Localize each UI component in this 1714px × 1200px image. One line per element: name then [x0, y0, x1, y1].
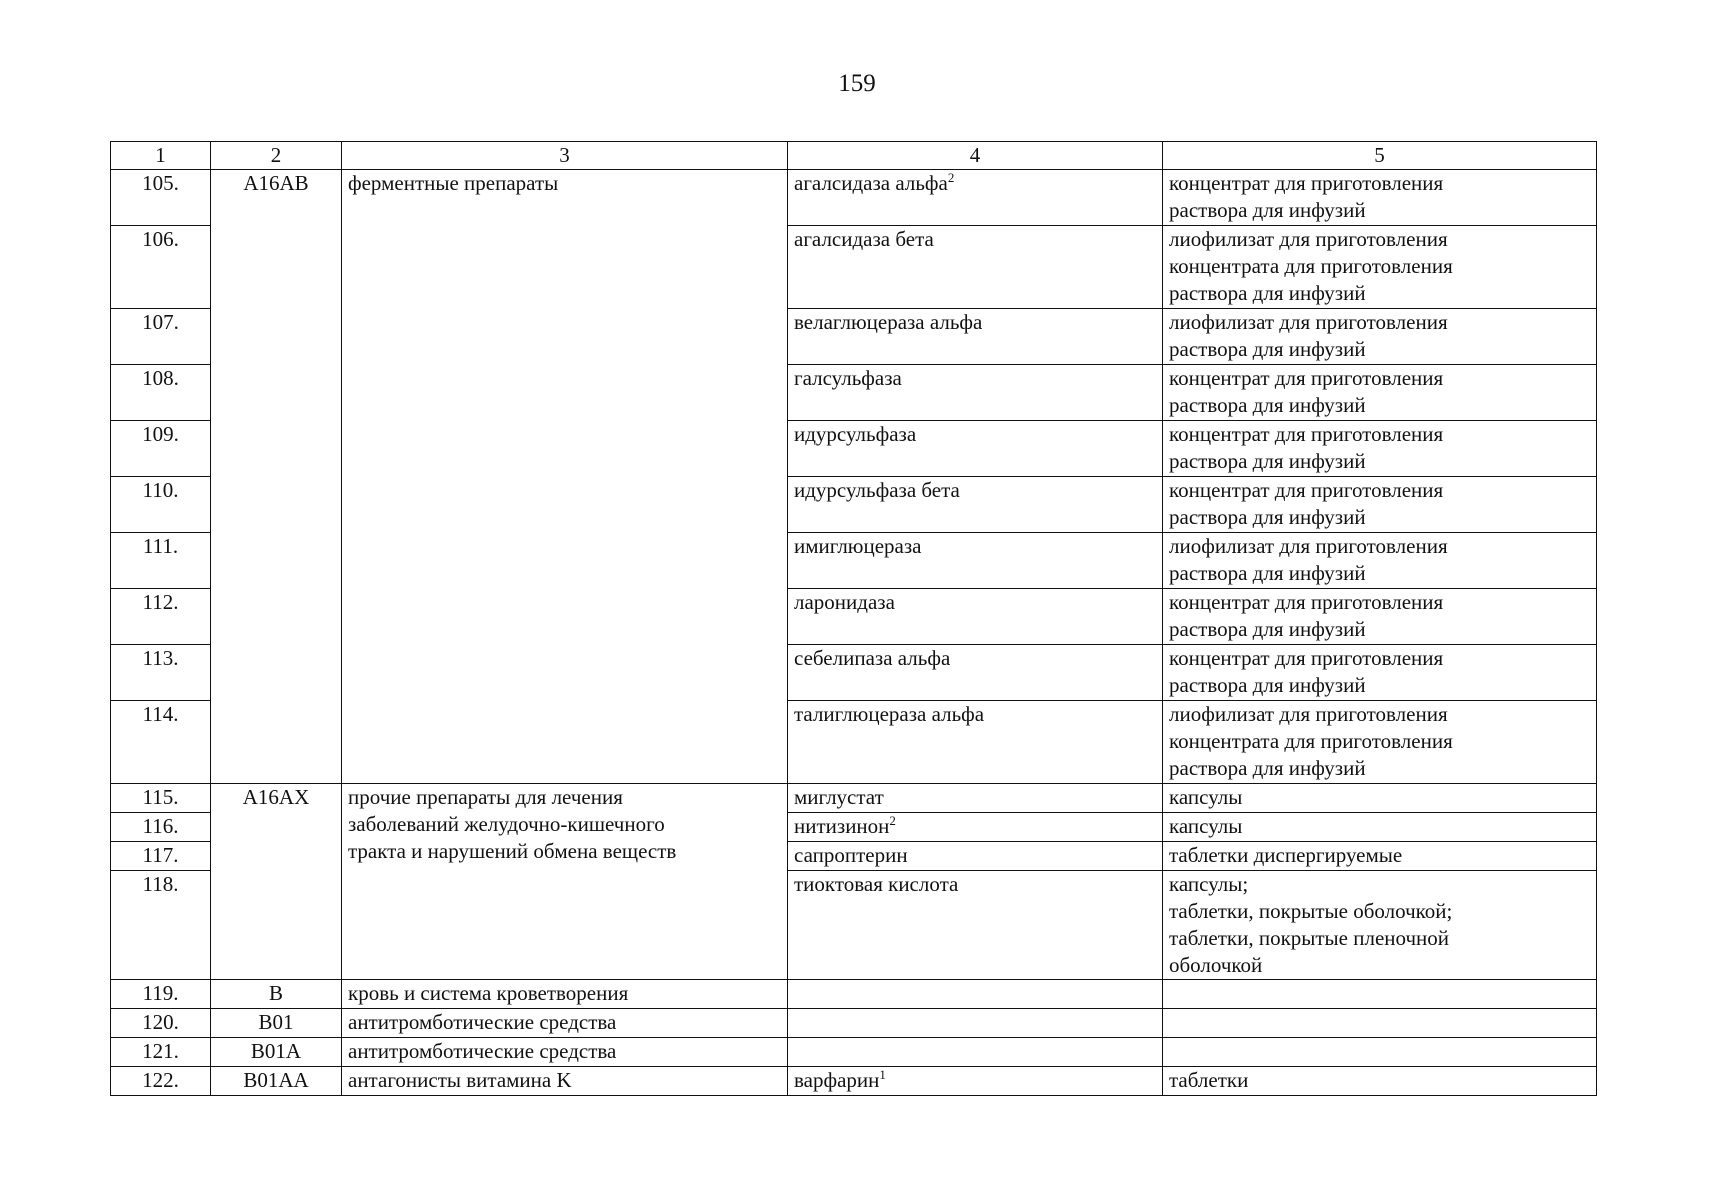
drug-name-text: варфарин [794, 1068, 880, 1092]
drug-name: идурсульфаза бета [788, 477, 1163, 533]
dosage-form-line: раствора для инфузий [1169, 505, 1366, 529]
atc-code: A16AB [211, 170, 342, 784]
row-number: 115. [111, 784, 211, 813]
footnote-mark: 1 [879, 1067, 886, 1082]
footnote-mark: 2 [947, 170, 955, 185]
dosage-form [1163, 421, 1597, 477]
group-name: кровь и система кроветворения [342, 980, 788, 1009]
dosage-form [1163, 701, 1597, 784]
dosage-form-line: раствора для инфузий [1169, 756, 1366, 780]
drug-name: миглустат [788, 784, 1163, 813]
drug-name: себелипаза альфа [788, 645, 1163, 701]
drug-name [788, 1038, 1163, 1067]
drug-name: агалсидаза бета [788, 226, 1163, 309]
row-number: 105. [111, 170, 211, 226]
dosage-form-line: раствора для инфузий [1169, 337, 1366, 361]
dosage-form-line: раствора для инфузий [1169, 393, 1366, 417]
group-name: антитромботические средства [342, 1009, 788, 1038]
dosage-form-line: раствора для инфузий [1169, 617, 1366, 641]
dosage-form [1163, 980, 1597, 1009]
group-name-line: заболеваний желудочно-кишечного [348, 812, 665, 836]
dosage-form-line: концентрата для приготовления [1169, 254, 1453, 278]
row-number: 114. [111, 701, 211, 784]
drug-name: сапроптерин [788, 842, 1163, 871]
row-number: 120. [111, 1009, 211, 1038]
group-name: ферментные препараты [342, 170, 788, 784]
drug-name: велаглюцераза альфа [788, 309, 1163, 365]
dosage-form-line: оболочкой [1169, 953, 1263, 977]
dosage-form [1163, 365, 1597, 421]
drug-name: имиглюцераза [788, 533, 1163, 589]
dosage-form-line: концентрат для приготовления [1169, 366, 1444, 390]
dosage-form-line: концентрат для приготовления [1169, 478, 1444, 502]
group-name [342, 784, 788, 980]
table-row [111, 1067, 1597, 1096]
atc-code: B [211, 980, 342, 1009]
drug-name: талиглюцераза альфа [788, 701, 1163, 784]
drug-name [788, 813, 1163, 842]
row-number: 117. [111, 842, 211, 871]
table-row [111, 170, 1597, 226]
dosage-form [1163, 871, 1597, 980]
group-name-line: тракта и нарушений обмена веществ [348, 839, 677, 863]
dosage-form-line: раствора для инфузий [1169, 561, 1366, 585]
dosage-form: таблетки [1163, 1067, 1597, 1096]
dosage-form-line: лиофилизат для приготовления [1169, 227, 1448, 251]
dosage-form-line: концентрат для приготовления [1169, 590, 1444, 614]
atc-code: B01 [211, 1009, 342, 1038]
drug-name: идурсульфаза [788, 421, 1163, 477]
dosage-form: таблетки диспергируемые [1163, 842, 1597, 871]
dosage-form [1163, 170, 1597, 226]
page-number: 159 [838, 70, 876, 97]
dosage-form-line: концентрат для приготовления [1169, 646, 1444, 670]
group-name-line: прочие препараты для лечения [348, 785, 623, 809]
medicines-table [110, 141, 1597, 1096]
drug-name: тиоктовая кислота [788, 871, 1163, 980]
table-row [111, 980, 1597, 1009]
drug-name [788, 1009, 1163, 1038]
dosage-form [1163, 477, 1597, 533]
row-number: 116. [111, 813, 211, 842]
dosage-form-line: таблетки, покрытые пленочной [1169, 926, 1450, 950]
dosage-form: капсулы [1163, 813, 1597, 842]
row-number: 106. [111, 226, 211, 309]
row-number: 108. [111, 365, 211, 421]
dosage-form: капсулы [1163, 784, 1597, 813]
group-name: антагонисты витамина K [342, 1067, 788, 1096]
atc-code: B01AA [211, 1067, 342, 1096]
column-header-row [111, 142, 1597, 170]
dosage-form-line: лиофилизат для приготовления [1169, 534, 1448, 558]
column-header: 4 [788, 142, 1163, 170]
dosage-form-line: лиофилизат для приготовления [1169, 702, 1448, 726]
row-number: 122. [111, 1067, 211, 1096]
row-number: 112. [111, 589, 211, 645]
dosage-form-line: концентрата для приготовления [1169, 729, 1453, 753]
dosage-form [1163, 533, 1597, 589]
dosage-form [1163, 309, 1597, 365]
row-number: 118. [111, 871, 211, 980]
drug-name: галсульфаза [788, 365, 1163, 421]
column-header: 2 [211, 142, 342, 170]
dosage-form-line: лиофилизат для приготовления [1169, 310, 1448, 334]
dosage-form [1163, 1009, 1597, 1038]
row-number: 119. [111, 980, 211, 1009]
atc-code: B01A [211, 1038, 342, 1067]
dosage-form [1163, 226, 1597, 309]
column-header: 3 [342, 142, 788, 170]
table-row [111, 1038, 1597, 1067]
dosage-form [1163, 1038, 1597, 1067]
dosage-form [1163, 645, 1597, 701]
column-header: 1 [111, 142, 211, 170]
row-number: 109. [111, 421, 211, 477]
drug-name [788, 980, 1163, 1009]
dosage-form-line: концентрат для приготовления [1169, 422, 1444, 446]
drug-name-text: нитизинон [794, 814, 890, 838]
table-row [111, 784, 1597, 813]
group-name: антитромботические средства [342, 1038, 788, 1067]
row-number: 111. [111, 533, 211, 589]
drug-name [788, 1067, 1163, 1096]
atc-code: A16AX [211, 784, 342, 980]
table-row [111, 1009, 1597, 1038]
row-number: 113. [111, 645, 211, 701]
dosage-form [1163, 589, 1597, 645]
footnote-mark: 2 [889, 813, 896, 828]
drug-name-text: агалсидаза альфа [794, 171, 948, 195]
dosage-form-line: раствора для инфузий [1169, 281, 1366, 305]
dosage-form-line: раствора для инфузий [1169, 198, 1366, 222]
dosage-form-line: раствора для инфузий [1169, 673, 1366, 697]
dosage-form-line: раствора для инфузий [1169, 449, 1366, 473]
dosage-form-line: таблетки, покрытые оболочкой; [1169, 899, 1453, 923]
dosage-form-line: концентрат для приготовления [1169, 171, 1444, 195]
drug-name: ларонидаза [788, 589, 1163, 645]
drug-name [788, 170, 1163, 226]
row-number: 121. [111, 1038, 211, 1067]
dosage-form-line: капсулы; [1169, 872, 1249, 896]
row-number: 107. [111, 309, 211, 365]
column-header: 5 [1163, 142, 1597, 170]
row-number: 110. [111, 477, 211, 533]
